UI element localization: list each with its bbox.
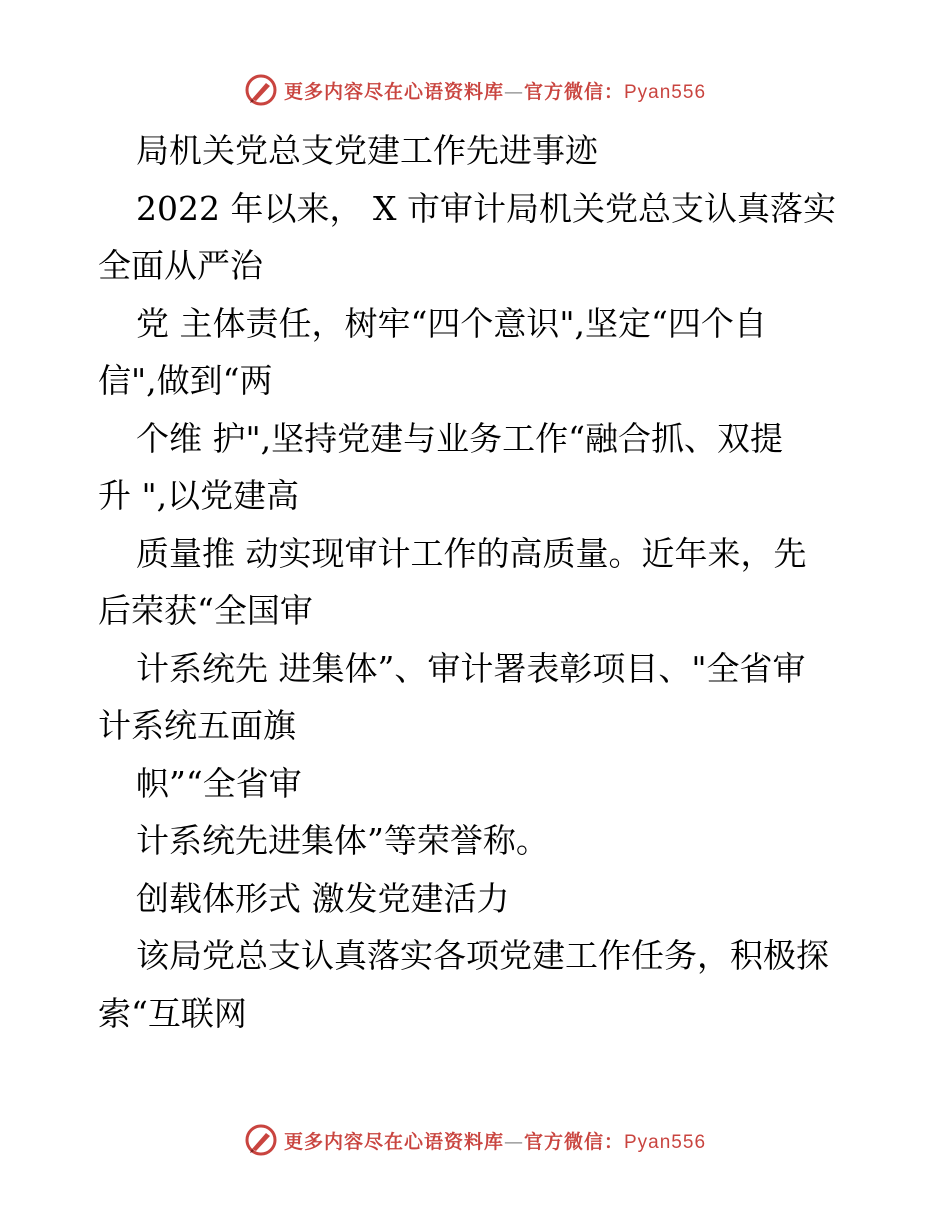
- watermark-text: [284, 77, 706, 104]
- text-line: 党 主体责任，树牢“四个意识",坚定“四个自: [136, 303, 767, 343]
- watermark-wechat-id: Pyan556: [624, 1131, 707, 1153]
- header-watermark: [0, 70, 950, 110]
- pen-logo-icon: [244, 73, 278, 107]
- text-line: 计系统五面旗: [98, 706, 296, 745]
- pen-logo-icon: [244, 1123, 278, 1157]
- watermark-wechat-label: 官方微信：: [523, 80, 624, 103]
- text-line: 个维 护",坚持党建与业务工作“融合抓、双提: [136, 418, 784, 458]
- text-line: 创载体形式 激发党建活力: [136, 878, 510, 918]
- watermark-text: [284, 1127, 706, 1154]
- watermark-wechat-label: 官方微信：: [523, 1130, 624, 1153]
- text-line: 索“互联网: [98, 993, 247, 1033]
- text-line: 计系统先进集体”等荣誉称。: [136, 821, 549, 860]
- text-line: 升 ",以党建高: [98, 476, 300, 515]
- text-line: 质量推 动实现审计工作的高质量。近年来，先: [136, 533, 807, 573]
- footer-watermark: [0, 1120, 950, 1160]
- watermark-site-text: 更多内容尽在心语资料库: [283, 80, 504, 103]
- text-line: 信",做到“两: [98, 361, 273, 400]
- watermark-wechat-id: Pyan556: [624, 81, 707, 103]
- text-line: 2022 年以来， X 市审计局机关党总支认真落实: [136, 188, 836, 228]
- watermark-separator: —: [503, 80, 524, 103]
- text-line: 局机关党总支党建工作先进事迹: [136, 131, 598, 170]
- text-line: 帜”“全省审: [136, 763, 302, 803]
- text-line: 后荣获“全国审: [98, 591, 313, 630]
- document-body: [98, 122, 858, 1042]
- watermark-separator: —: [503, 1130, 524, 1153]
- text-line: 全面从严治: [98, 246, 263, 285]
- text-line: 计系统先 进集体”、审计署表彰项目、"全省审: [136, 648, 806, 688]
- text-line: 该局党总支认真落实各项党建工作任务，积极探: [136, 936, 829, 975]
- watermark-site-text: 更多内容尽在心语资料库: [283, 1130, 504, 1153]
